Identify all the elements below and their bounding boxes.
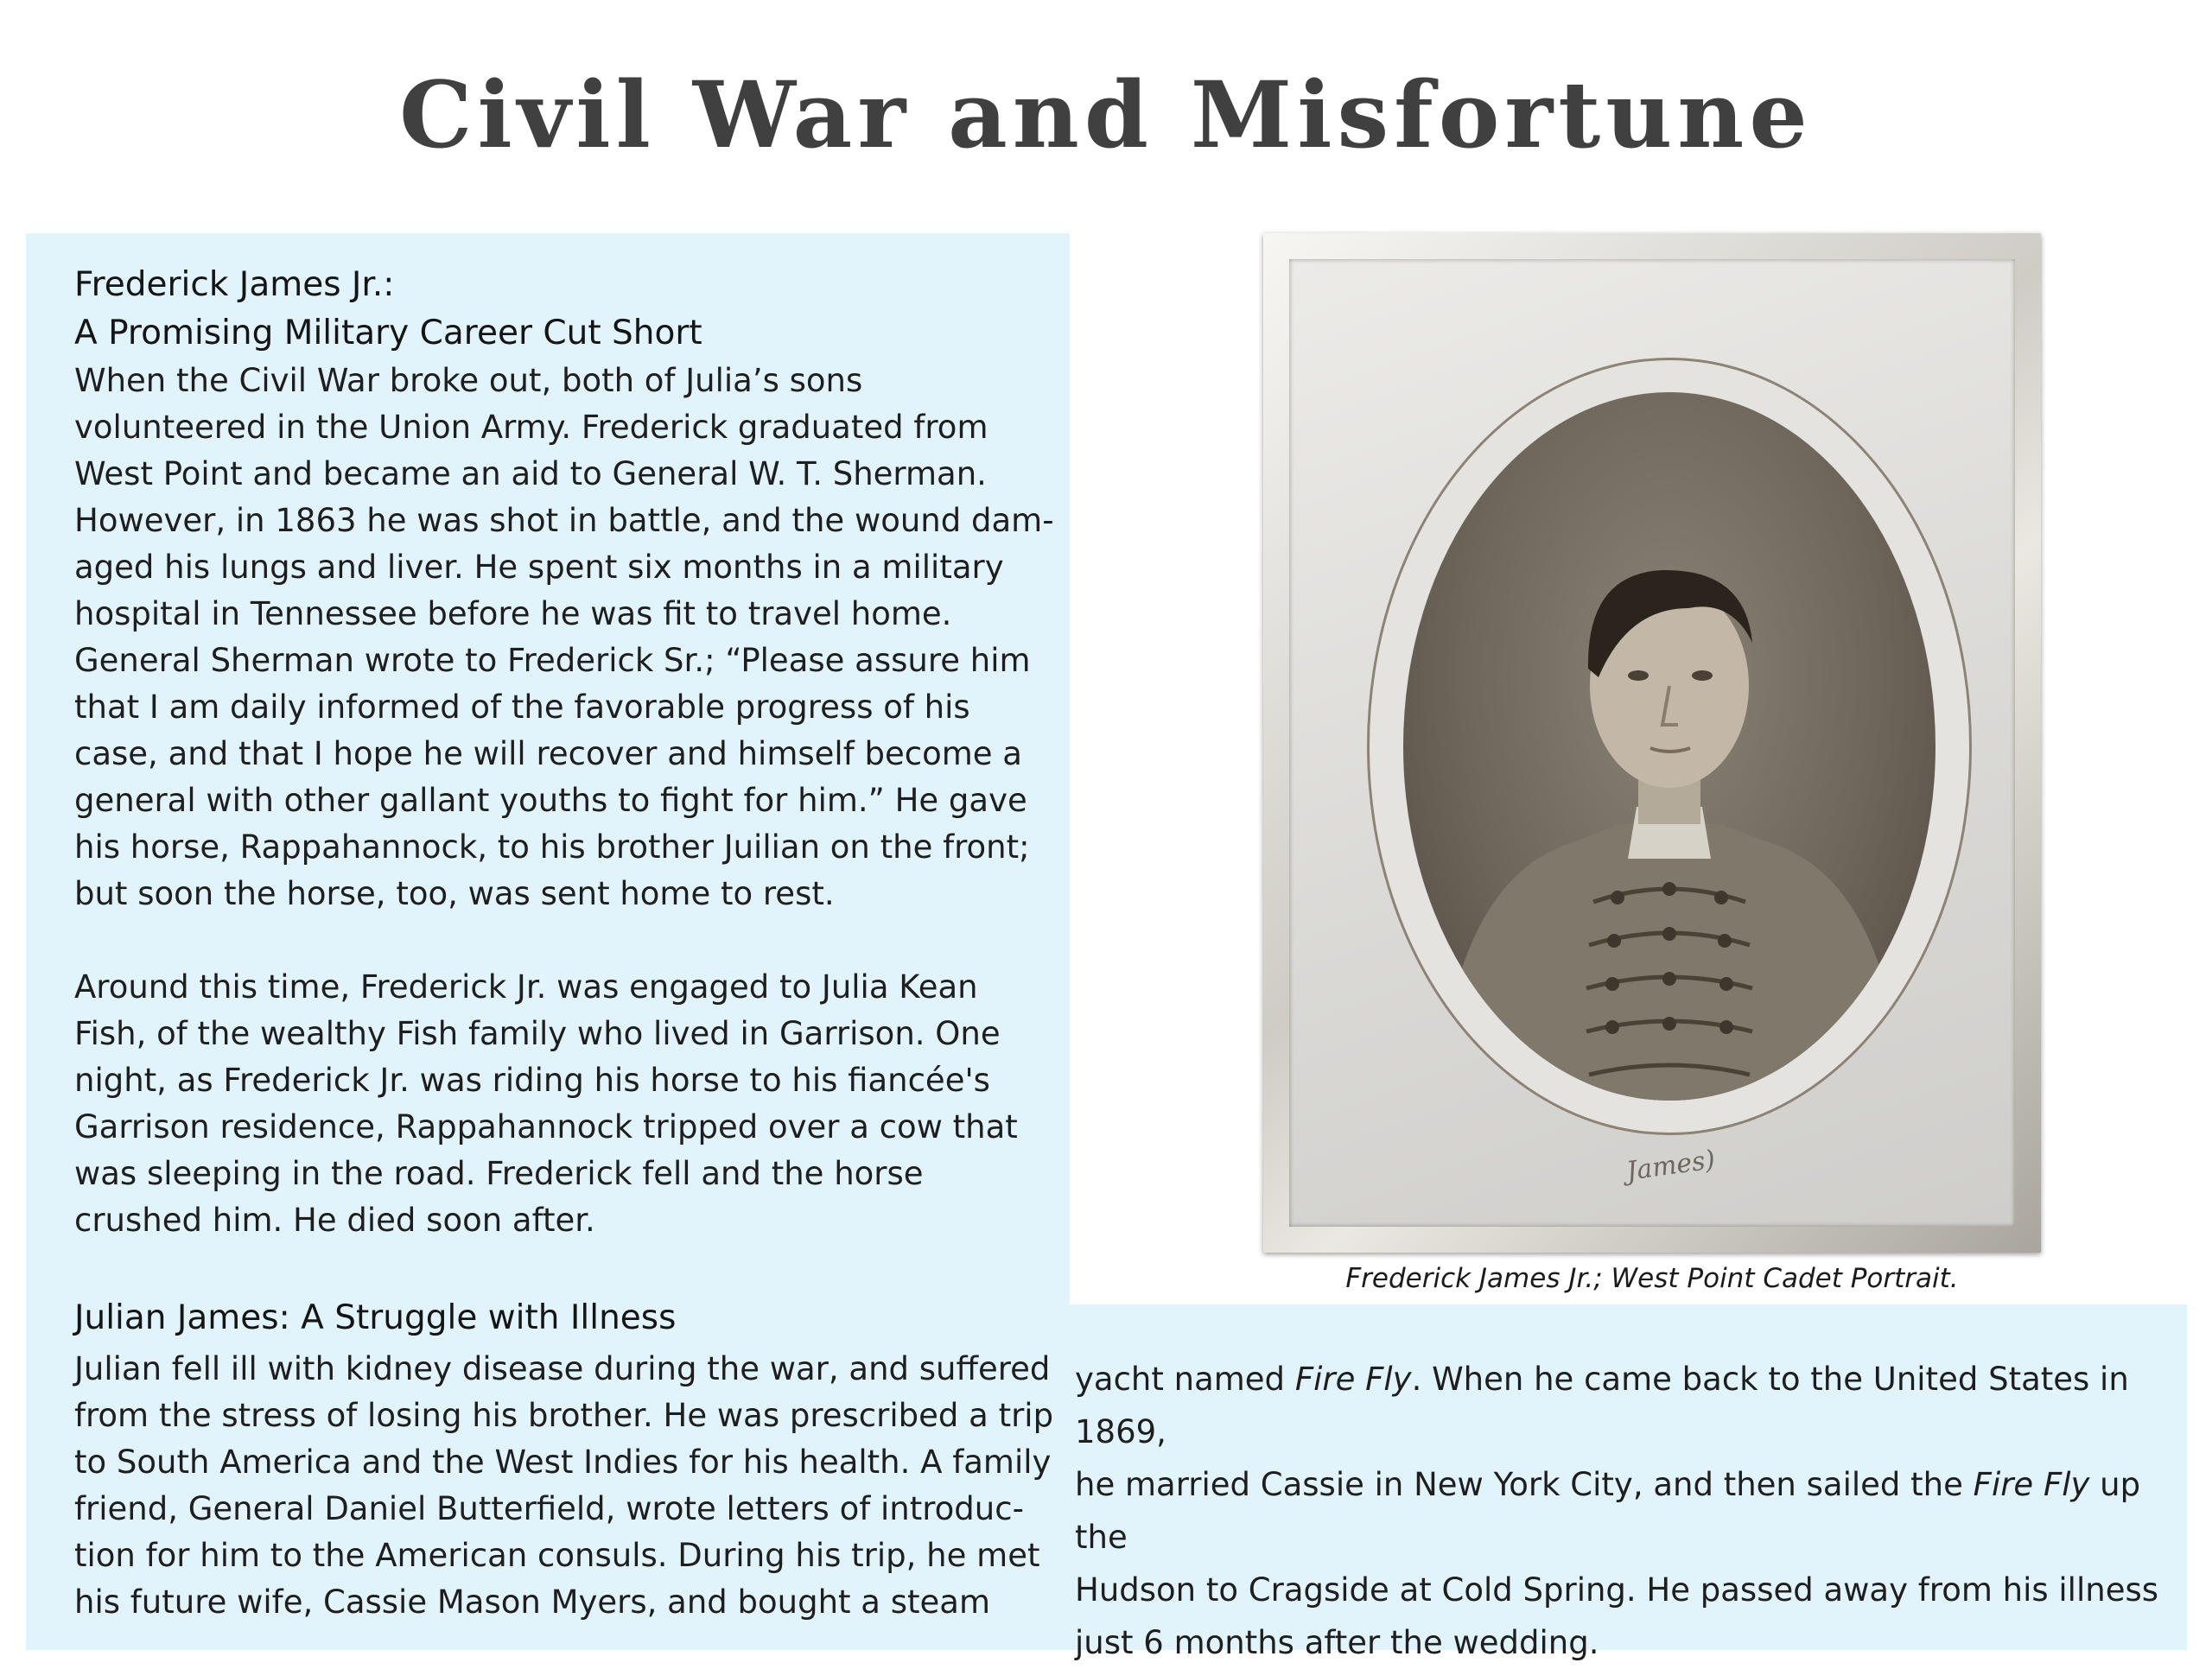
text-line: yacht named Fire Fly. When he came back to the United States in 1869, xyxy=(1075,1361,2129,1450)
section-heading-line: Frederick James Jr.: xyxy=(74,265,395,304)
paragraph-illness xyxy=(74,1346,1059,1626)
section-heading-line: A Promising Military Career Cut Short xyxy=(74,314,702,352)
text-line: hospital in Tennessee before he was fit to travel home. xyxy=(74,595,952,632)
portrait-signature: James) xyxy=(1624,1144,1718,1188)
text-line: night, as Frederick Jr. was riding his horse to his fiancée's xyxy=(74,1062,990,1099)
section-julian xyxy=(74,1292,1059,1626)
text-line: Around this time, Frederick Jr. was engaged to Julia Kean xyxy=(74,968,978,1006)
text-line: friend, General Daniel Butterfield, wrote letters of introduc- xyxy=(74,1490,1024,1527)
text-line: Fish, of the wealthy Fish family who lived in Garrison. One xyxy=(74,1015,1001,1052)
text-line: crushed him. He died soon after. xyxy=(74,1202,595,1239)
portrait-photo xyxy=(1403,392,1936,1101)
text-line: but soon the horse, too, was sent home to rest. xyxy=(74,875,835,912)
text-line: he married Cassie in New York City, and then sailed the Fire Fly up the xyxy=(1075,1466,2141,1556)
text-line: tion for him to the American consuls. During his trip, he met xyxy=(74,1537,1040,1574)
portrait-mat xyxy=(1289,259,2015,1227)
section-heading: Julian James: A Struggle with Illness xyxy=(74,1298,677,1337)
text-line: was sleeping in the road. Frederick fell and the horse xyxy=(74,1155,924,1192)
page-title: Civil War and Misfortune xyxy=(399,60,1813,168)
paragraph-continued xyxy=(1075,1353,2185,1669)
cadet-portrait-illustration xyxy=(1403,392,1936,1101)
text-line: Hudson to Cragside at Cold Spring. He passed away from his illness xyxy=(1075,1571,2159,1609)
text-line: However, in 1863 he was shot in battle, and the wound dam- xyxy=(74,502,1054,539)
portrait-frame xyxy=(1263,233,2041,1253)
text-line: to South America and the West Indies for his health. A family xyxy=(74,1444,1052,1481)
text-line: When the Civil War broke out, both of Julia’s sons xyxy=(74,362,863,399)
section-frederick xyxy=(74,261,1059,1244)
paragraph-military-career xyxy=(74,358,1059,917)
text-line: Garrison residence, Rappahannock tripped over a cow that xyxy=(74,1108,1018,1145)
text-line: just 6 months after the wedding. xyxy=(1075,1624,1599,1661)
text-line: from the stress of losing his brother. He was prescribed a trip xyxy=(74,1397,1054,1434)
text-line: case, and that I hope he will recover and himself become a xyxy=(74,735,1022,772)
text-line: aged his lungs and liver. He spent six months in a military xyxy=(74,549,1004,586)
text-line: his horse, Rappahannock, to his brother Juilian on the front; xyxy=(74,828,1030,866)
text-line: West Point and became an aid to General W. T. Sherman. xyxy=(74,455,987,492)
text-line: general with other gallant youths to fight for him.” He gave xyxy=(74,782,1027,819)
text-line: volunteered in the Union Army. Frederick graduated from xyxy=(74,409,988,446)
text-line: his future wife, Cassie Mason Myers, and bought a steam xyxy=(74,1583,991,1621)
text-line: General Sherman wrote to Frederick Sr.; “Please assure him xyxy=(74,642,1031,679)
paragraph-accident xyxy=(74,964,1059,1244)
text-line: that I am daily informed of the favorable progress of his xyxy=(74,689,970,726)
portrait-caption: Frederick James Jr.; West Point Cadet Portrait. xyxy=(1345,1263,1959,1294)
text-line: Julian fell ill with kidney disease during the war, and suffered xyxy=(74,1350,1051,1387)
